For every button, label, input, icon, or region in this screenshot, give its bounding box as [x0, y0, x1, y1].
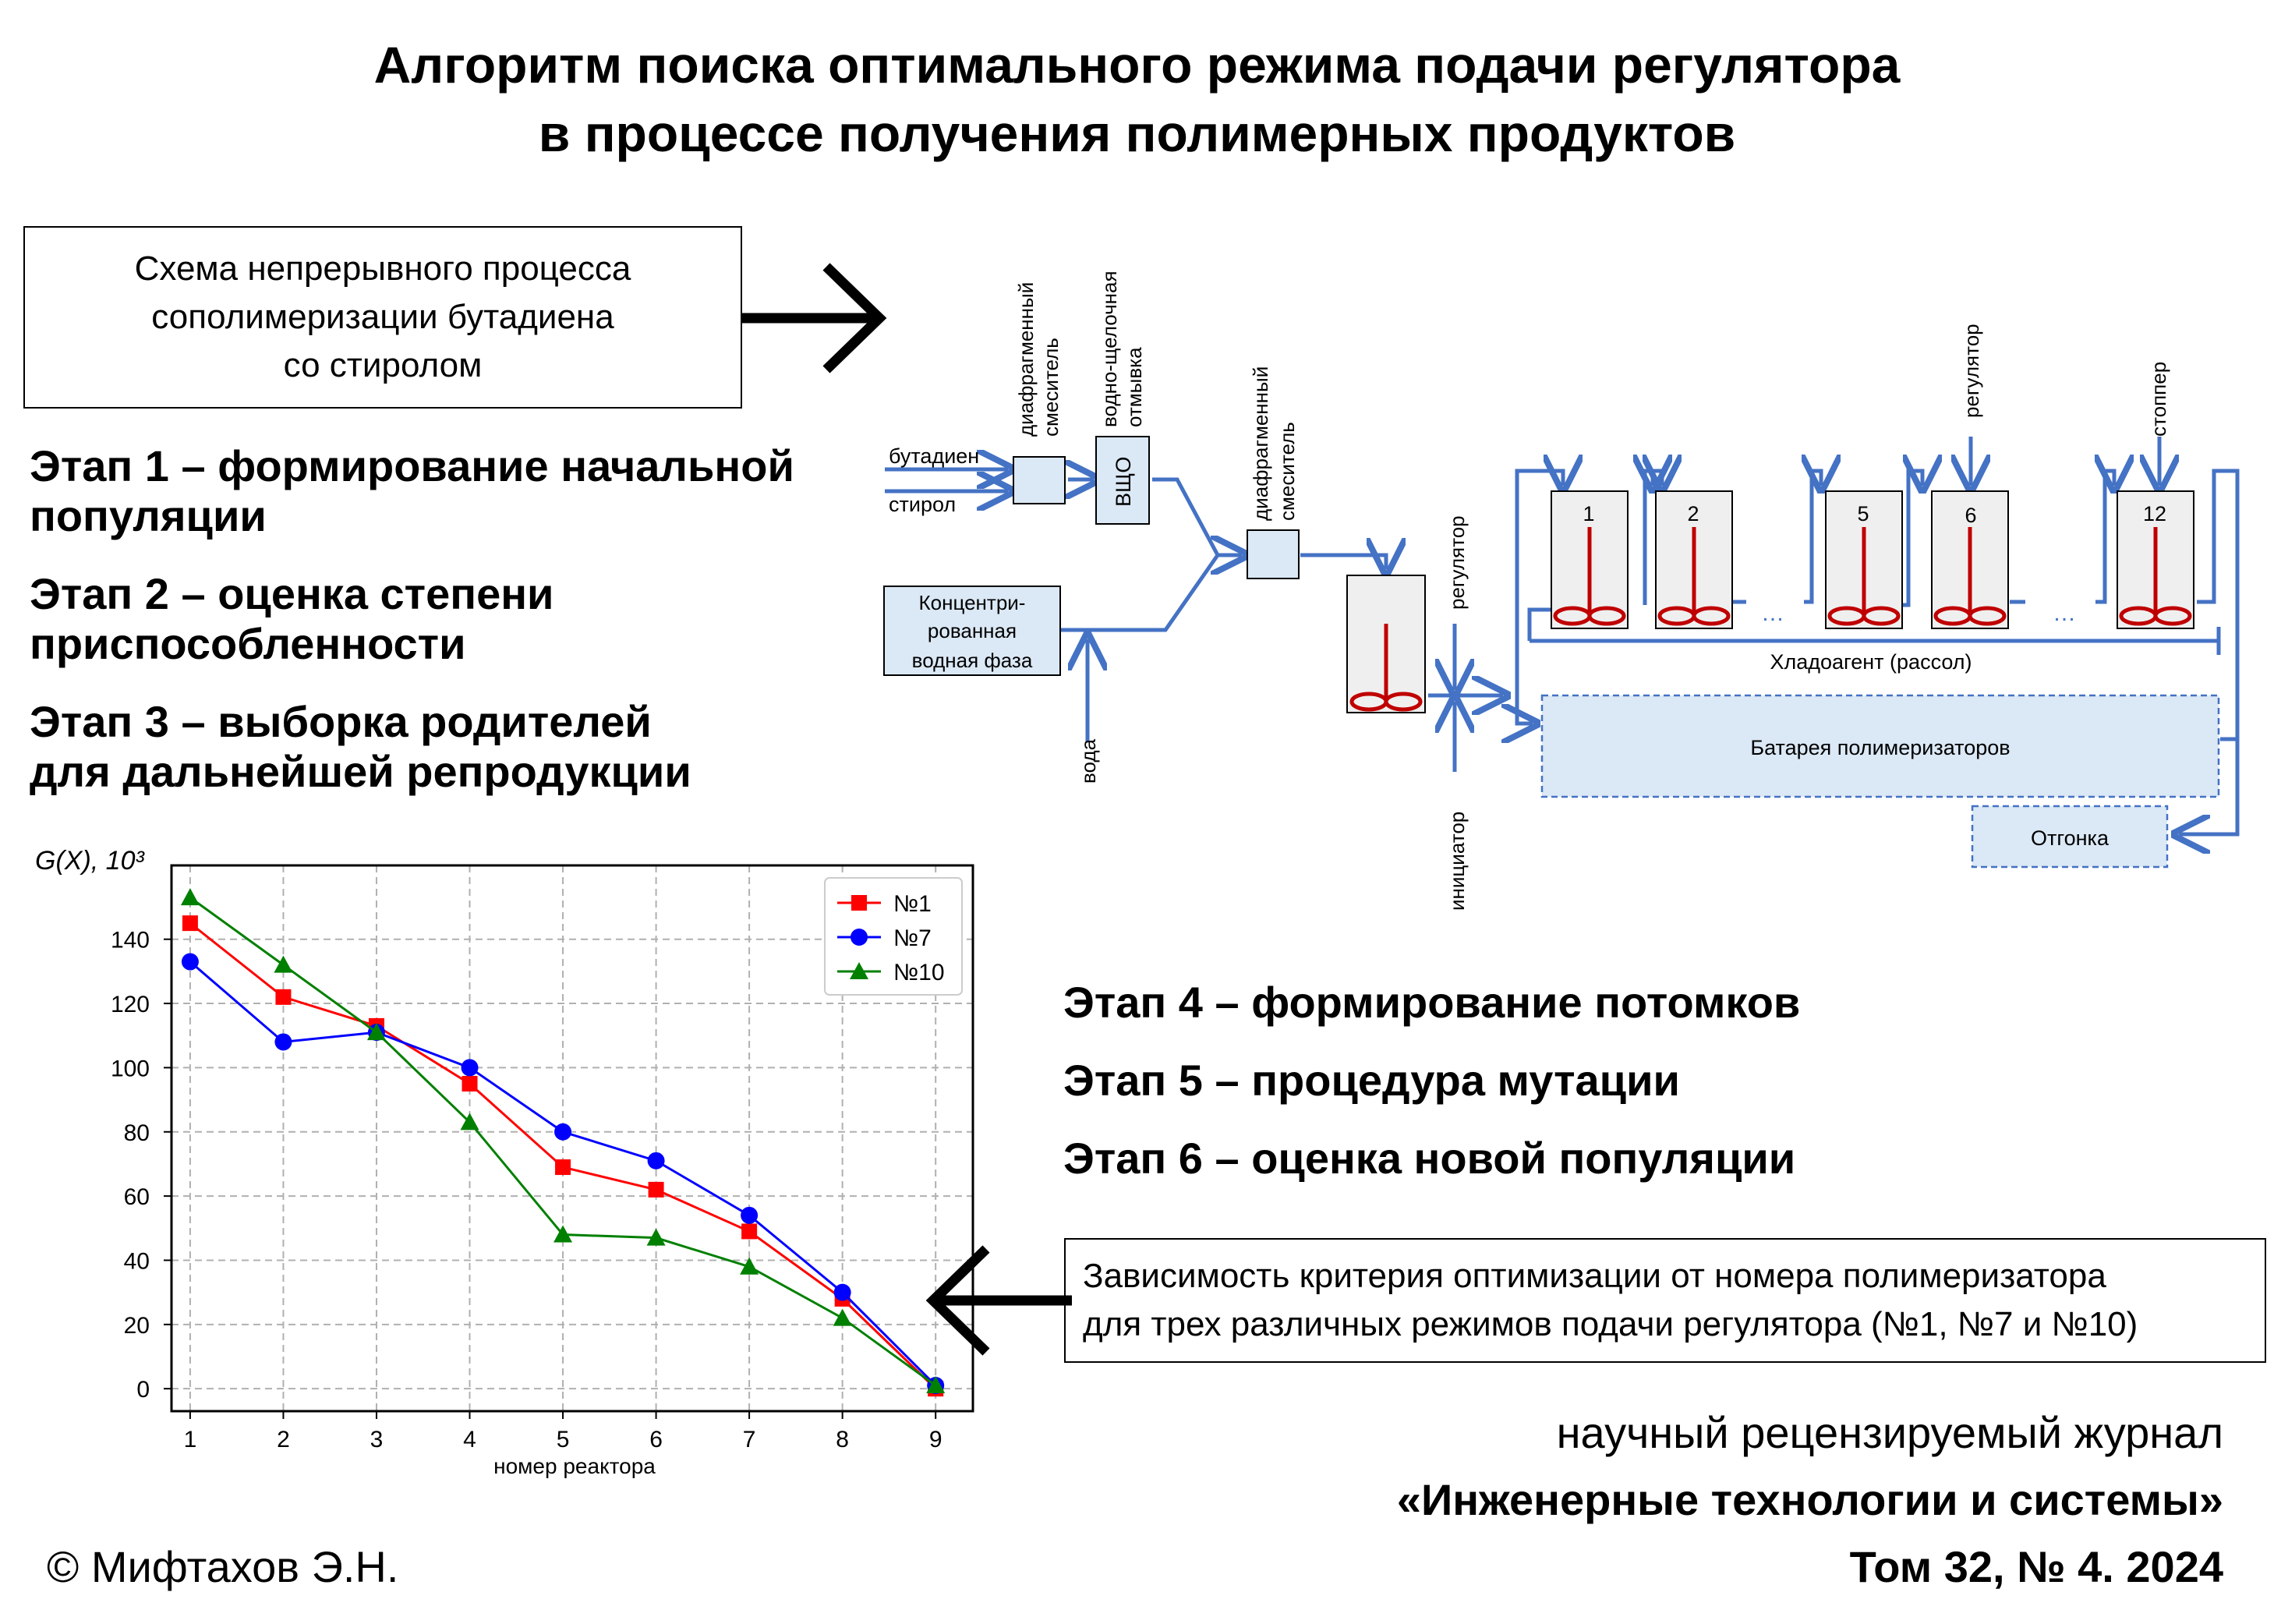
chart-xlabel: номер реактора	[493, 1454, 656, 1478]
x-tick-label: 6	[649, 1427, 663, 1452]
chart-ylabel: G(X), 10³	[35, 846, 144, 876]
x-tick-label: 8	[836, 1427, 849, 1452]
x-tick-label: 2	[277, 1427, 290, 1452]
label-wash-box: ВЩО	[1112, 456, 1135, 507]
scheme-caption-line-1: Схема непрерывного процесса	[134, 249, 631, 288]
label-butadiene: бутадиен	[889, 444, 980, 468]
x-tick-label: 4	[463, 1427, 476, 1452]
y-tick-label: 120	[110, 992, 150, 1018]
legend-label: №7	[893, 925, 932, 951]
copyright: © Мифтахов Э.Н.	[47, 1542, 399, 1591]
label-mixer1-line-2: смеситель	[1039, 338, 1063, 437]
stage-5: Этап 5 – процедура мутации	[1063, 1056, 1680, 1105]
reactor-number-2: 2	[1687, 502, 1699, 525]
label-stopper: стоппер	[2147, 361, 2170, 437]
reactor-number-1: 1	[1583, 502, 1595, 525]
stage-3-line-2: для дальнейшей репродукции	[30, 747, 691, 796]
label-initiator: инициатор	[1445, 811, 1469, 911]
label-concentrated-line-2: рованная	[927, 619, 1017, 642]
y-tick-label: 40	[123, 1248, 150, 1275]
page-title-line-1: Алгоритм поиска оптимального режима подачи регулятора	[373, 36, 1901, 94]
label-concentrated-line-1: Концентри-	[918, 591, 1026, 614]
stage-3-line-1: Этап 3 – выборка родителей	[30, 697, 652, 746]
y-tick-label: 80	[123, 1120, 150, 1146]
data-point-circle	[274, 1033, 292, 1050]
y-tick-label: 0	[136, 1377, 150, 1403]
series-line	[190, 923, 935, 1389]
journal-issue: Том 32, № 4. 2024	[1849, 1542, 2223, 1591]
arrow-left-icon	[916, 1240, 1072, 1364]
plot-caption-line-1: Зависимость критерия оптимизации от номера полимеризатора	[1083, 1257, 2106, 1295]
data-point-circle	[182, 954, 199, 971]
data-point-triangle	[181, 888, 200, 905]
data-point-circle	[834, 1284, 851, 1301]
ellipsis-2: …	[2053, 600, 2076, 626]
label-regulator-top: регулятор	[1960, 324, 1983, 418]
data-point-square	[182, 915, 198, 931]
data-point-circle	[554, 1123, 571, 1141]
data-point-square	[555, 1159, 571, 1175]
label-styrene: стирол	[889, 493, 957, 516]
x-tick-label: 9	[928, 1427, 942, 1452]
stage-1-line-1: Этап 1 – формирование начальной	[30, 441, 794, 490]
reactor-number-6: 6	[1965, 504, 1977, 527]
legend-label: №10	[893, 960, 945, 985]
stage-6: Этап 6 – оценка новой популяции	[1063, 1134, 1796, 1183]
x-tick-label: 7	[742, 1427, 756, 1452]
stage-2-line-1: Этап 2 – оценка степени	[30, 569, 554, 618]
data-point-triangle	[740, 1258, 759, 1275]
reactor-number-12: 12	[2142, 502, 2167, 525]
label-mixer2-line-2: смеситель	[1275, 422, 1299, 521]
data-point-triangle	[274, 956, 292, 973]
label-reactor-battery: Батарея полимеризаторов	[1750, 736, 2011, 759]
data-point-square	[741, 1223, 757, 1239]
y-tick-label: 100	[110, 1056, 150, 1082]
label-wash-line-2: отмывка	[1123, 347, 1146, 427]
label-stripping: Отгонка	[2031, 826, 2109, 850]
label-mixer1-line-1: диафрагменный	[1014, 281, 1038, 437]
y-tick-label: 140	[110, 927, 150, 954]
stage-1-line-2: популяции	[30, 491, 267, 540]
journal-name: «Инженерные технологии и системы»	[1396, 1475, 2223, 1524]
data-point-circle	[648, 1152, 665, 1169]
stage-4: Этап 4 – формирование потомков	[1063, 978, 1801, 1027]
label-mixer2-line-1: диафрагменный	[1249, 366, 1272, 521]
page-title-line-2: в процессе получения полимерных продуктов	[538, 104, 1736, 162]
ellipsis-1: …	[1761, 600, 1784, 626]
y-tick-label: 60	[123, 1184, 150, 1211]
scheme-caption-line-2: сополимеризации бутадиена	[151, 298, 614, 336]
y-tick-label: 20	[123, 1312, 150, 1339]
data-point-square	[462, 1076, 478, 1092]
reactor-number-5: 5	[1857, 502, 1869, 525]
data-point-triangle	[833, 1309, 852, 1326]
data-point-circle	[741, 1207, 758, 1224]
plot-caption-line-2: для трех различных режимов подачи регулятора (№1, №7 и №10)	[1083, 1305, 2138, 1343]
data-point-square	[851, 895, 867, 911]
label-regulator-feed: регулятор	[1445, 515, 1469, 610]
optimization-chart	[0, 826, 1013, 1505]
label-coolant: Хладоагент (рассол)	[1770, 650, 1972, 674]
label-concentrated-line-3: водная фаза	[911, 649, 1033, 672]
data-point-square	[649, 1182, 664, 1198]
x-tick-label: 3	[370, 1427, 384, 1452]
plot-caption-box	[1064, 1238, 2266, 1363]
stage-2-line-2: приспособленности	[30, 619, 466, 668]
x-tick-label: 1	[183, 1427, 197, 1452]
data-point-circle	[462, 1059, 479, 1076]
legend-label: №1	[893, 891, 932, 917]
label-water: вода	[1077, 738, 1100, 784]
scheme-caption-line-3: со стиролом	[283, 346, 483, 384]
label-wash-line-1: водно-щелочная	[1098, 271, 1121, 427]
journal-subtitle: научный рецензируемый журнал	[1556, 1408, 2223, 1457]
data-point-square	[275, 989, 291, 1005]
x-tick-label: 5	[556, 1427, 570, 1452]
data-point-circle	[851, 929, 868, 946]
